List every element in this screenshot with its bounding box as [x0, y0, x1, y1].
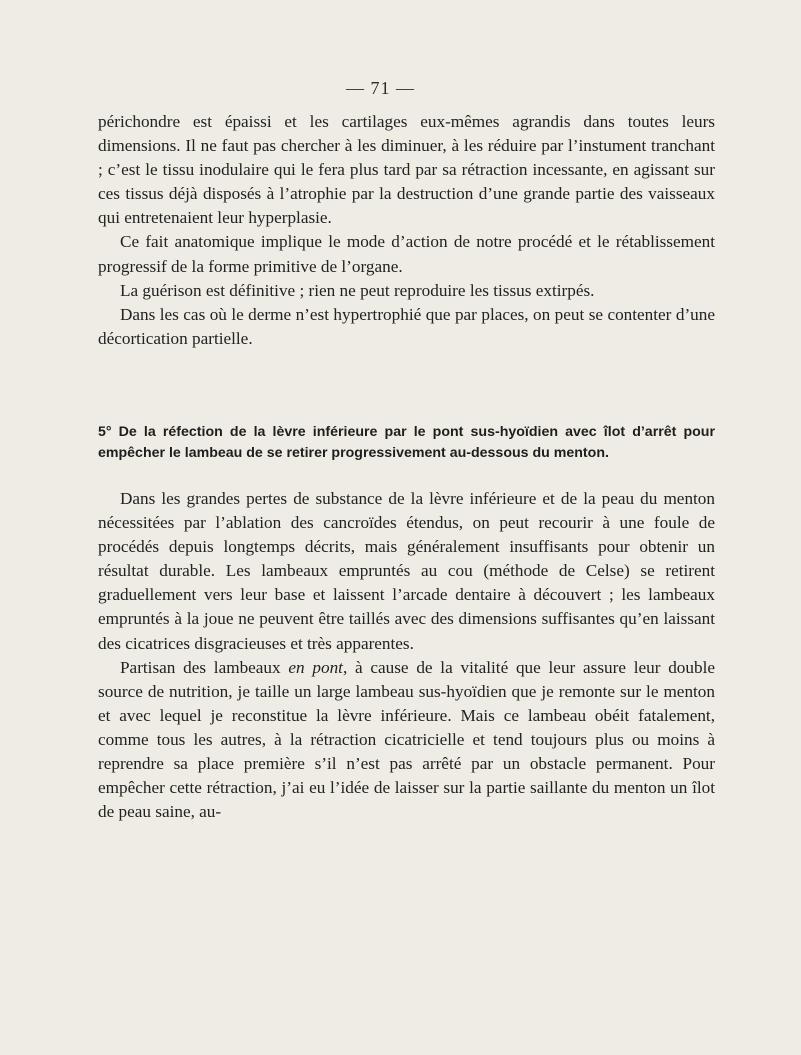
paragraph: Ce fait anatomique implique le mode d’action de notre procédé et le rétablissement progressif de la forme primitive de l’organe.	[98, 232, 715, 276]
paragraph-with-emphasis	[98, 656, 715, 825]
text-block-top	[98, 110, 715, 351]
text-block-bottom	[98, 487, 715, 824]
paragraph: périchondre est épaissi et les cartilages eux-mêmes agrandis dans toutes leurs dimensions. Il ne faut pas chercher à les diminuer, à les réduire par l’instument tranchant ; c’est le tissu inodulaire qui le fera plus tard par sa rétraction incessante, en agissant sur ces tissus déjà disposés à l’atrophie par la destruction d’une grande partie des vaisseaux qui entretenaient leur hyperplasie.	[98, 112, 715, 228]
paragraph-text: , à cause de la vitalité que leur assure leur double source de nutrition, je taille un large lambeau sus-hyoïdien que je remonte sur le menton et avec lequel je reconstitue la lèvre inférieure. Mais ce lambeau obéit fatalement, comme tous les autres, à la rétraction cicatricielle et tend toujours plus ou moins à reprendre sa place première s’il n’est pas arrêté par un obstacle permanent. Pour empêcher cette rétraction, j’ai eu l’idée de laisser sur la partie saillante du menton un îlot de peau saine, au-	[98, 657, 715, 822]
paragraph: La guérison est définitive ; rien ne peut reproduire les tissus extirpés.	[120, 280, 595, 300]
section-heading: 5° De la réfection de la lèvre inférieure par le pont sus-hyoïdien avec îlot d’arrêt pour empêcher le lambeau de se retirer progressivement au-dessous du menton.	[98, 424, 715, 461]
paragraph-text: Partisan des lambeaux	[120, 657, 289, 677]
emphasized-text: en pont	[288, 657, 343, 677]
page-number: — 71 —	[346, 78, 415, 98]
paragraph: Dans les grandes pertes de substance de la lèvre inférieure et de la peau du menton nécessitées par l’ablation des cancroïdes étendus, on peut recourir à une foule de procédés depuis longtemps décrits, mais généralement insuffisants pour obtenir un résultat durable. Les lambeaux empruntés au cou (méthode de Celse) se retirent graduellement vers leur base et laissent l’arcade dentaire à découvert ; les lambeaux empruntés à la joue ne peuvent être taillés avec des dimensions suffisantes qu’en laissant des cicatrices disgracieuses et très apparentes.	[98, 489, 715, 653]
paragraph: Dans les cas où le derme n’est hypertrophié que par places, on peut se contenter d’une décortication partielle.	[98, 304, 715, 348]
